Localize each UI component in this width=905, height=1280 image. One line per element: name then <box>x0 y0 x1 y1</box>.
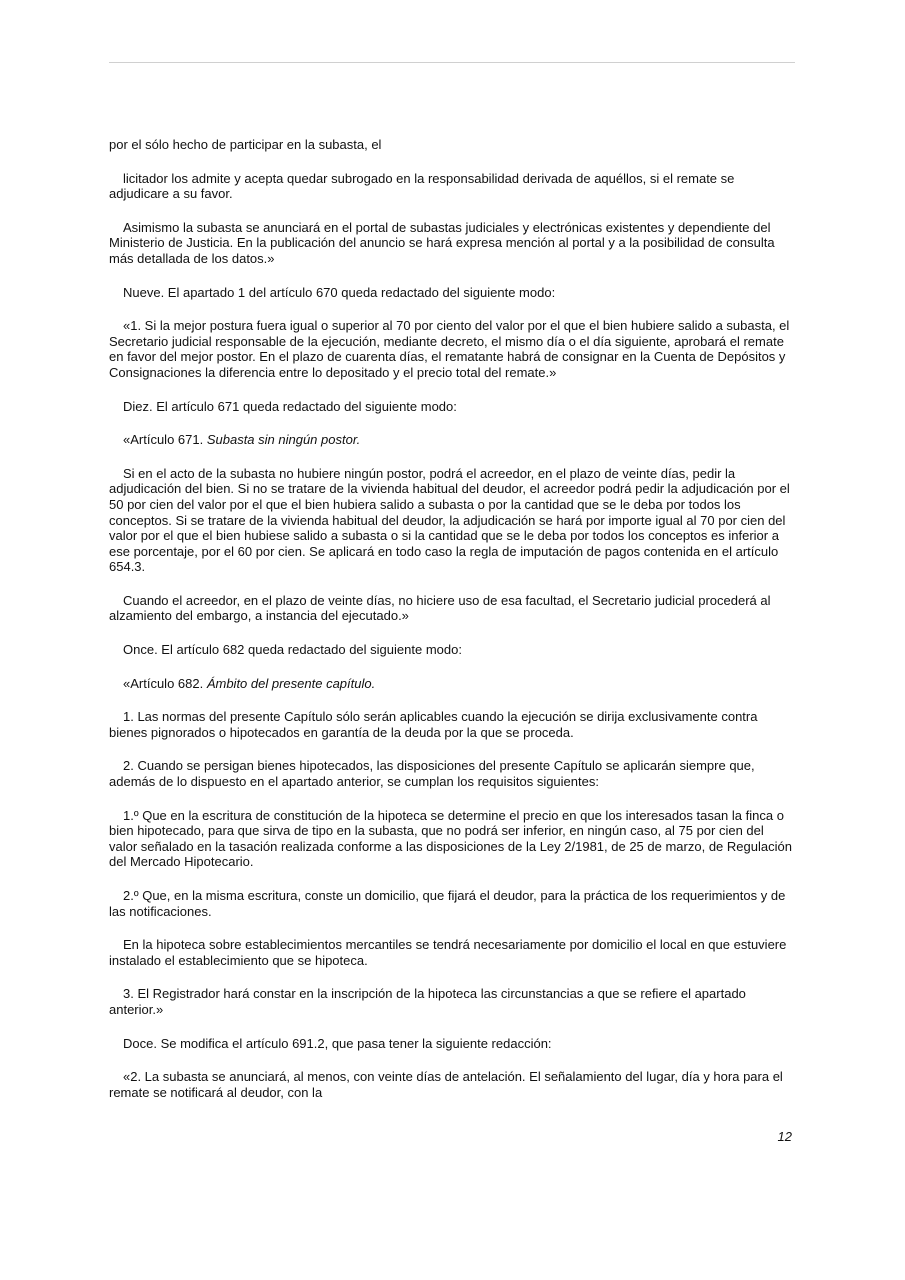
document-body <box>109 137 795 1118</box>
article-heading <box>109 432 795 448</box>
paragraph: Doce. Se modifica el artículo 691.2, que pasa tener la siguiente redacción: <box>123 1035 552 1051</box>
paragraph: 2.º Que, en la misma escritura, conste un domicilio, que fijará el deudor, para la práctica de los requerimientos y de las notificaciones. <box>109 888 786 919</box>
article-number: «Artículo 671. <box>123 432 207 448</box>
paragraph: En la hipoteca sobre establecimientos mercantiles se tendrá necesariamente por domicilio el local en que estuviere instalado el establecimiento que se hipoteca. <box>109 937 787 968</box>
paragraph: 2. Cuando se persigan bienes hipotecados, las disposiciones del presente Capítulo se aplicarán siempre que, además de lo dispuesto en el apartado anterior, se cumplan los requisitos siguientes: <box>109 758 755 790</box>
paragraph: licitador los admite y acepta quedar subrogado en la responsabilidad derivada de aquéllos, si el remate se adjudicare a su favor. <box>109 170 735 202</box>
header-rule <box>109 62 795 63</box>
paragraph: Si en el acto de la subasta no hubiere ningún postor, podrá el acreedor, en el plazo de veinte días, pedir la adjudicación del bien. Si no se tratare de la vivienda habitual del deudor, el acreedor podrá pedir la adjudicación por el 50 por cien del valor por el que el bien hubiera salido a subasta o por la cantidad que se le deba por todos los conceptos. Si se tratare de la vivienda habitual del deudor, la adjudicación se hará por importe igual al 70 por cien del valor por el que el bien hubiese salido a subasta o si la cantidad que se le deba por todos los conceptos es inferior a ese porcentaje, por el 60 por cien. Se aplicará en todo caso la regla de imputación de pagos contenida en el artículo 654.3. <box>109 465 790 575</box>
paragraph: Diez. El artículo 671 queda redactado del siguiente modo: <box>123 398 457 414</box>
paragraph: Cuando el acreedor, en el plazo de veinte días, no hiciere uso de esa facultad, el Secretario judicial procederá al alzamiento del embargo, a instancia del ejecutado.» <box>109 592 771 624</box>
paragraph: Once. El artículo 682 queda redactado del siguiente modo: <box>123 642 462 658</box>
paragraph: 3. El Registrador hará constar en la inscripción de la hipoteca las circunstancias a que se refiere el apartado anterior.» <box>109 986 746 1017</box>
paragraph: 1.º Que en la escritura de constitución de la hipoteca se determine el precio en que los interesados tasan la finca o bien hipotecado, para que sirva de tipo en la subasta, que no podrá ser inferior, en ningún caso, al 75 por cien del valor señalado en la tasación realizada conforme a las disposiciones de la Ley 2/1981, de 25 de marzo, de Regulación del Mercado Hipotecario. <box>109 807 792 870</box>
paragraph: por el sólo hecho de participar en la subasta, el <box>109 137 382 152</box>
paragraph: «2. La subasta se anunciará, al menos, con veinte días de antelación. El señalamiento del lugar, día y hora para el remate se notificará al deudor, con la <box>109 1069 783 1100</box>
article-number: «Artículo 682. <box>123 675 207 691</box>
article-heading <box>109 676 795 692</box>
article-title: Subasta sin ningún postor. <box>206 432 361 448</box>
paragraph: Asimismo la subasta se anunciará en el portal de subastas judiciales y electrónicas existentes y dependiente del Ministerio de Justicia. En la publicación del anuncio se hará expresa mención al portal y a la posibilidad de consulta más detallada de los datos.» <box>109 219 775 266</box>
paragraph: 1. Las normas del presente Capítulo sólo serán aplicables cuando la ejecución se dirija exclusivamente contra bienes pignorados o hipotecados en garantía de la deuda por la que se proceda. <box>109 709 758 740</box>
paragraph: Nueve. El apartado 1 del artículo 670 queda redactado del siguiente modo: <box>123 284 556 300</box>
page-number: 12 <box>777 1129 792 1144</box>
paragraph: «1. Si la mejor postura fuera igual o superior al 70 por ciento del valor por el que el bien hubiere salido a subasta, el Secretario judicial responsable de la ejecución, mediante decreto, el mismo día o el día siguiente, aprobará el remate en favor del mejor postor. En el plazo de cuarenta días, el rematante habrá de consignar en la Cuenta de Depósitos y Consignaciones la diferencia entre lo depositado y el precio total del remate.» <box>109 318 790 380</box>
article-title: Ámbito del presente capítulo. <box>206 675 376 691</box>
